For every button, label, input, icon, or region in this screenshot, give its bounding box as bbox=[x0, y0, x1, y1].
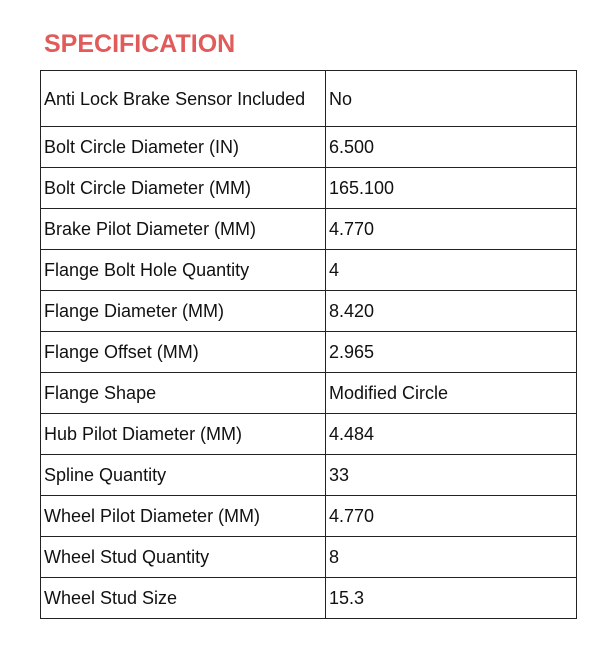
spec-value: 33 bbox=[326, 455, 577, 496]
spec-value: 4.770 bbox=[326, 496, 577, 537]
table-row bbox=[41, 332, 577, 373]
table-row bbox=[41, 71, 577, 127]
spec-value: 8.420 bbox=[326, 291, 577, 332]
spec-label: Flange Shape bbox=[41, 373, 326, 414]
table-row bbox=[41, 168, 577, 209]
spec-label: Flange Bolt Hole Quantity bbox=[41, 250, 326, 291]
spec-value: 4.770 bbox=[326, 209, 577, 250]
table-row bbox=[41, 209, 577, 250]
spec-label: Wheel Stud Size bbox=[41, 578, 326, 619]
table-row bbox=[41, 414, 577, 455]
spec-label: Hub Pilot Diameter (MM) bbox=[41, 414, 326, 455]
table-row bbox=[41, 291, 577, 332]
table-row bbox=[41, 127, 577, 168]
table-row bbox=[41, 250, 577, 291]
spec-value: 15.3 bbox=[326, 578, 577, 619]
table-row bbox=[41, 373, 577, 414]
table-row bbox=[41, 537, 577, 578]
spec-value: 4.484 bbox=[326, 414, 577, 455]
spec-label: Wheel Stud Quantity bbox=[41, 537, 326, 578]
spec-label: Spline Quantity bbox=[41, 455, 326, 496]
spec-label: Bolt Circle Diameter (MM) bbox=[41, 168, 326, 209]
spec-value: Modified Circle bbox=[326, 373, 577, 414]
spec-value: 4 bbox=[326, 250, 577, 291]
spec-label: Anti Lock Brake Sensor Included bbox=[41, 71, 326, 127]
table-row bbox=[41, 578, 577, 619]
spec-value: 6.500 bbox=[326, 127, 577, 168]
specification-table bbox=[40, 70, 577, 619]
page-title: SPECIFICATION bbox=[44, 30, 236, 58]
table-row bbox=[41, 455, 577, 496]
spec-value: 8 bbox=[326, 537, 577, 578]
spec-value: 2.965 bbox=[326, 332, 577, 373]
spec-label: Wheel Pilot Diameter (MM) bbox=[41, 496, 326, 537]
spec-label: Brake Pilot Diameter (MM) bbox=[41, 209, 326, 250]
spec-label: Flange Offset (MM) bbox=[41, 332, 326, 373]
spec-label: Flange Diameter (MM) bbox=[41, 291, 326, 332]
table-row bbox=[41, 496, 577, 537]
spec-label: Bolt Circle Diameter (IN) bbox=[41, 127, 326, 168]
spec-value: No bbox=[326, 71, 577, 127]
spec-value: 165.100 bbox=[326, 168, 577, 209]
